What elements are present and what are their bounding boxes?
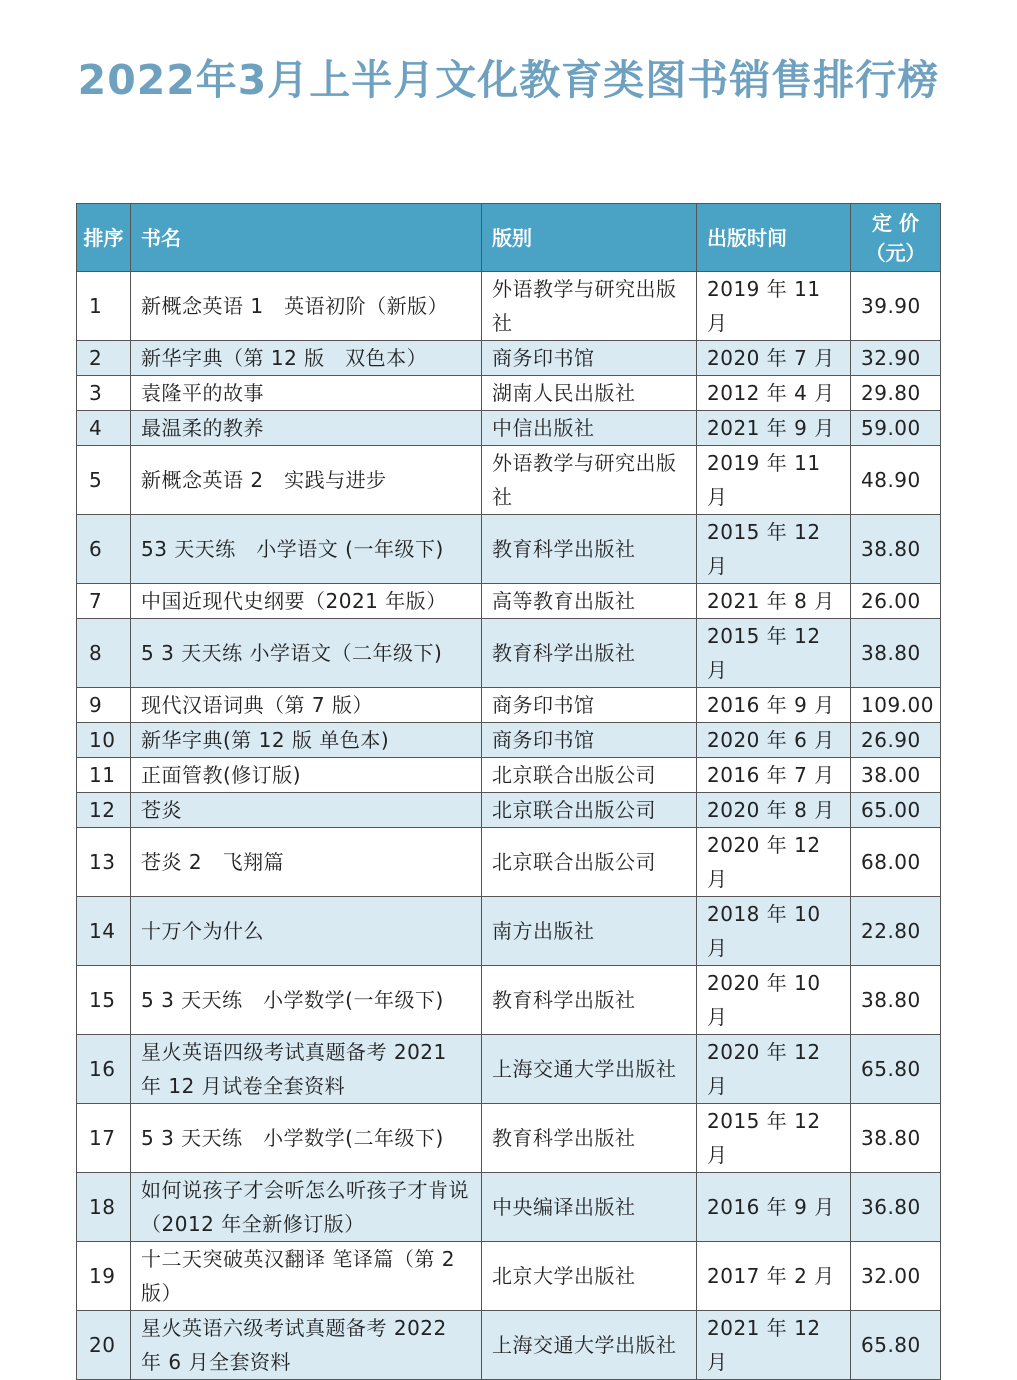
- book-title-cell: 十万个为什么: [131, 897, 482, 966]
- publisher-cell: 上海交通大学出版社: [482, 1311, 697, 1380]
- book-title-cell: 如何说孩子才会听怎么听孩子才肯说（2012 年全新修订版）: [131, 1173, 482, 1242]
- table-row: [77, 793, 941, 828]
- publisher-cell: 外语教学与研究出版社: [482, 272, 697, 341]
- publisher-cell: 北京联合出版公司: [482, 793, 697, 828]
- rank-cell: 11: [77, 758, 131, 793]
- price-cell: 48.90: [851, 446, 941, 515]
- publisher-cell: 南方出版社: [482, 897, 697, 966]
- publisher-cell: 教育科学出版社: [482, 966, 697, 1035]
- price-cell: 26.00: [851, 584, 941, 619]
- rank-cell: 1: [77, 272, 131, 341]
- publish-date-cell: 2020 年 8 月: [697, 793, 851, 828]
- price-cell: 65.80: [851, 1035, 941, 1104]
- publisher-cell: 北京联合出版公司: [482, 758, 697, 793]
- publish-date-cell: 2017 年 2 月: [697, 1242, 851, 1311]
- table-row: [77, 758, 941, 793]
- publish-date-cell: 2015 年 12 月: [697, 619, 851, 688]
- publisher-cell: 湖南人民出版社: [482, 376, 697, 411]
- price-cell: 65.00: [851, 793, 941, 828]
- table-row: [77, 828, 941, 897]
- table-row: [77, 1104, 941, 1173]
- price-cell: 32.00: [851, 1242, 941, 1311]
- rank-cell: 8: [77, 619, 131, 688]
- rank-cell: 16: [77, 1035, 131, 1104]
- publish-date-cell: 2020 年 10 月: [697, 966, 851, 1035]
- book-title-cell: 星火英语六级考试真题备考 2022 年 6 月全套资料: [131, 1311, 482, 1380]
- publish-date-cell: 2020 年 12 月: [697, 828, 851, 897]
- publisher-cell: 中信出版社: [482, 411, 697, 446]
- header-price: 定 价（元）: [851, 204, 941, 272]
- table-row: [77, 272, 941, 341]
- publisher-cell: 高等教育出版社: [482, 584, 697, 619]
- publisher-cell: 中央编译出版社: [482, 1173, 697, 1242]
- rank-cell: 17: [77, 1104, 131, 1173]
- table-row: [77, 723, 941, 758]
- publish-date-cell: 2016 年 9 月: [697, 688, 851, 723]
- publisher-cell: 外语教学与研究出版社: [482, 446, 697, 515]
- book-title-cell: 星火英语四级考试真题备考 2021 年 12 月试卷全套资料: [131, 1035, 482, 1104]
- table-row: [77, 376, 941, 411]
- rank-cell: 7: [77, 584, 131, 619]
- rank-cell: 4: [77, 411, 131, 446]
- book-title-cell: 5 3 天天练 小学数学(一年级下): [131, 966, 482, 1035]
- publish-date-cell: 2021 年 12 月: [697, 1311, 851, 1380]
- price-cell: 109.00: [851, 688, 941, 723]
- header-book: 书名: [131, 204, 482, 272]
- price-cell: 38.80: [851, 966, 941, 1035]
- price-cell: 36.80: [851, 1173, 941, 1242]
- publish-date-cell: 2019 年 11 月: [697, 272, 851, 341]
- price-cell: 26.90: [851, 723, 941, 758]
- publish-date-cell: 2021 年 8 月: [697, 584, 851, 619]
- book-title-cell: 最温柔的教养: [131, 411, 482, 446]
- rank-cell: 6: [77, 515, 131, 584]
- table-row: [77, 619, 941, 688]
- book-title-cell: 中国近现代史纲要（2021 年版）: [131, 584, 482, 619]
- publish-date-cell: 2015 年 12 月: [697, 515, 851, 584]
- rank-cell: 20: [77, 1311, 131, 1380]
- book-title-cell: 现代汉语词典（第 7 版）: [131, 688, 482, 723]
- book-title-cell: 5 3 天天练 小学语文（二年级下): [131, 619, 482, 688]
- header-date: 出版时间: [697, 204, 851, 272]
- price-cell: 59.00: [851, 411, 941, 446]
- book-title-cell: 5 3 天天练 小学数学(二年级下): [131, 1104, 482, 1173]
- publisher-cell: 北京大学出版社: [482, 1242, 697, 1311]
- table-row: [77, 966, 941, 1035]
- publish-date-cell: 2019 年 11 月: [697, 446, 851, 515]
- publisher-cell: 教育科学出版社: [482, 619, 697, 688]
- book-title-cell: 苍炎: [131, 793, 482, 828]
- publish-date-cell: 2020 年 6 月: [697, 723, 851, 758]
- publish-date-cell: 2016 年 9 月: [697, 1173, 851, 1242]
- publisher-cell: 教育科学出版社: [482, 1104, 697, 1173]
- book-title-cell: 新华字典(第 12 版 单色本): [131, 723, 482, 758]
- price-cell: 38.80: [851, 619, 941, 688]
- price-cell: 68.00: [851, 828, 941, 897]
- rank-cell: 13: [77, 828, 131, 897]
- table-row: [77, 341, 941, 376]
- price-cell: 38.80: [851, 515, 941, 584]
- publisher-cell: 教育科学出版社: [482, 515, 697, 584]
- book-title-cell: 十二天突破英汉翻译 笔译篇（第 2 版）: [131, 1242, 482, 1311]
- publisher-cell: 商务印书馆: [482, 688, 697, 723]
- price-cell: 29.80: [851, 376, 941, 411]
- ranking-table: [76, 203, 941, 1380]
- table-row: [77, 688, 941, 723]
- rank-cell: 12: [77, 793, 131, 828]
- table-row: [77, 411, 941, 446]
- price-cell: 65.80: [851, 1311, 941, 1380]
- publisher-cell: 商务印书馆: [482, 723, 697, 758]
- rank-cell: 15: [77, 966, 131, 1035]
- price-cell: 32.90: [851, 341, 941, 376]
- rank-cell: 14: [77, 897, 131, 966]
- publisher-cell: 商务印书馆: [482, 341, 697, 376]
- book-title-cell: 正面管教(修订版): [131, 758, 482, 793]
- rank-cell: 2: [77, 341, 131, 376]
- header-rank: 排序: [77, 204, 131, 272]
- price-cell: 38.00: [851, 758, 941, 793]
- price-cell: 22.80: [851, 897, 941, 966]
- rank-cell: 18: [77, 1173, 131, 1242]
- table-row: [77, 584, 941, 619]
- header-publisher: 版别: [482, 204, 697, 272]
- book-title-cell: 苍炎 2 飞翔篇: [131, 828, 482, 897]
- table-row: [77, 1035, 941, 1104]
- table-row: [77, 446, 941, 515]
- book-title-cell: 新概念英语 2 实践与进步: [131, 446, 482, 515]
- rank-cell: 3: [77, 376, 131, 411]
- publish-date-cell: 2012 年 4 月: [697, 376, 851, 411]
- rank-cell: 10: [77, 723, 131, 758]
- publisher-cell: 上海交通大学出版社: [482, 1035, 697, 1104]
- price-cell: 38.80: [851, 1104, 941, 1173]
- price-cell: 39.90: [851, 272, 941, 341]
- table-row: [77, 515, 941, 584]
- book-title-cell: 新概念英语 1 英语初阶（新版）: [131, 272, 482, 341]
- table-row: [77, 1311, 941, 1380]
- book-title-cell: 53 天天练 小学语文 (一年级下): [131, 515, 482, 584]
- rank-cell: 9: [77, 688, 131, 723]
- publisher-cell: 北京联合出版公司: [482, 828, 697, 897]
- publish-date-cell: 2020 年 12 月: [697, 1035, 851, 1104]
- book-title-cell: 新华字典（第 12 版 双色本）: [131, 341, 482, 376]
- rank-cell: 5: [77, 446, 131, 515]
- publish-date-cell: 2021 年 9 月: [697, 411, 851, 446]
- page-title: 2022年3月上半月文化教育类图书销售排行榜: [77, 56, 940, 104]
- table-header-row: [77, 204, 941, 272]
- rank-cell: 19: [77, 1242, 131, 1311]
- book-title-cell: 袁隆平的故事: [131, 376, 482, 411]
- publish-date-cell: 2020 年 7 月: [697, 341, 851, 376]
- table-row: [77, 897, 941, 966]
- publish-date-cell: 2015 年 12 月: [697, 1104, 851, 1173]
- table-row: [77, 1242, 941, 1311]
- publish-date-cell: 2018 年 10 月: [697, 897, 851, 966]
- table-row: [77, 1173, 941, 1242]
- publish-date-cell: 2016 年 7 月: [697, 758, 851, 793]
